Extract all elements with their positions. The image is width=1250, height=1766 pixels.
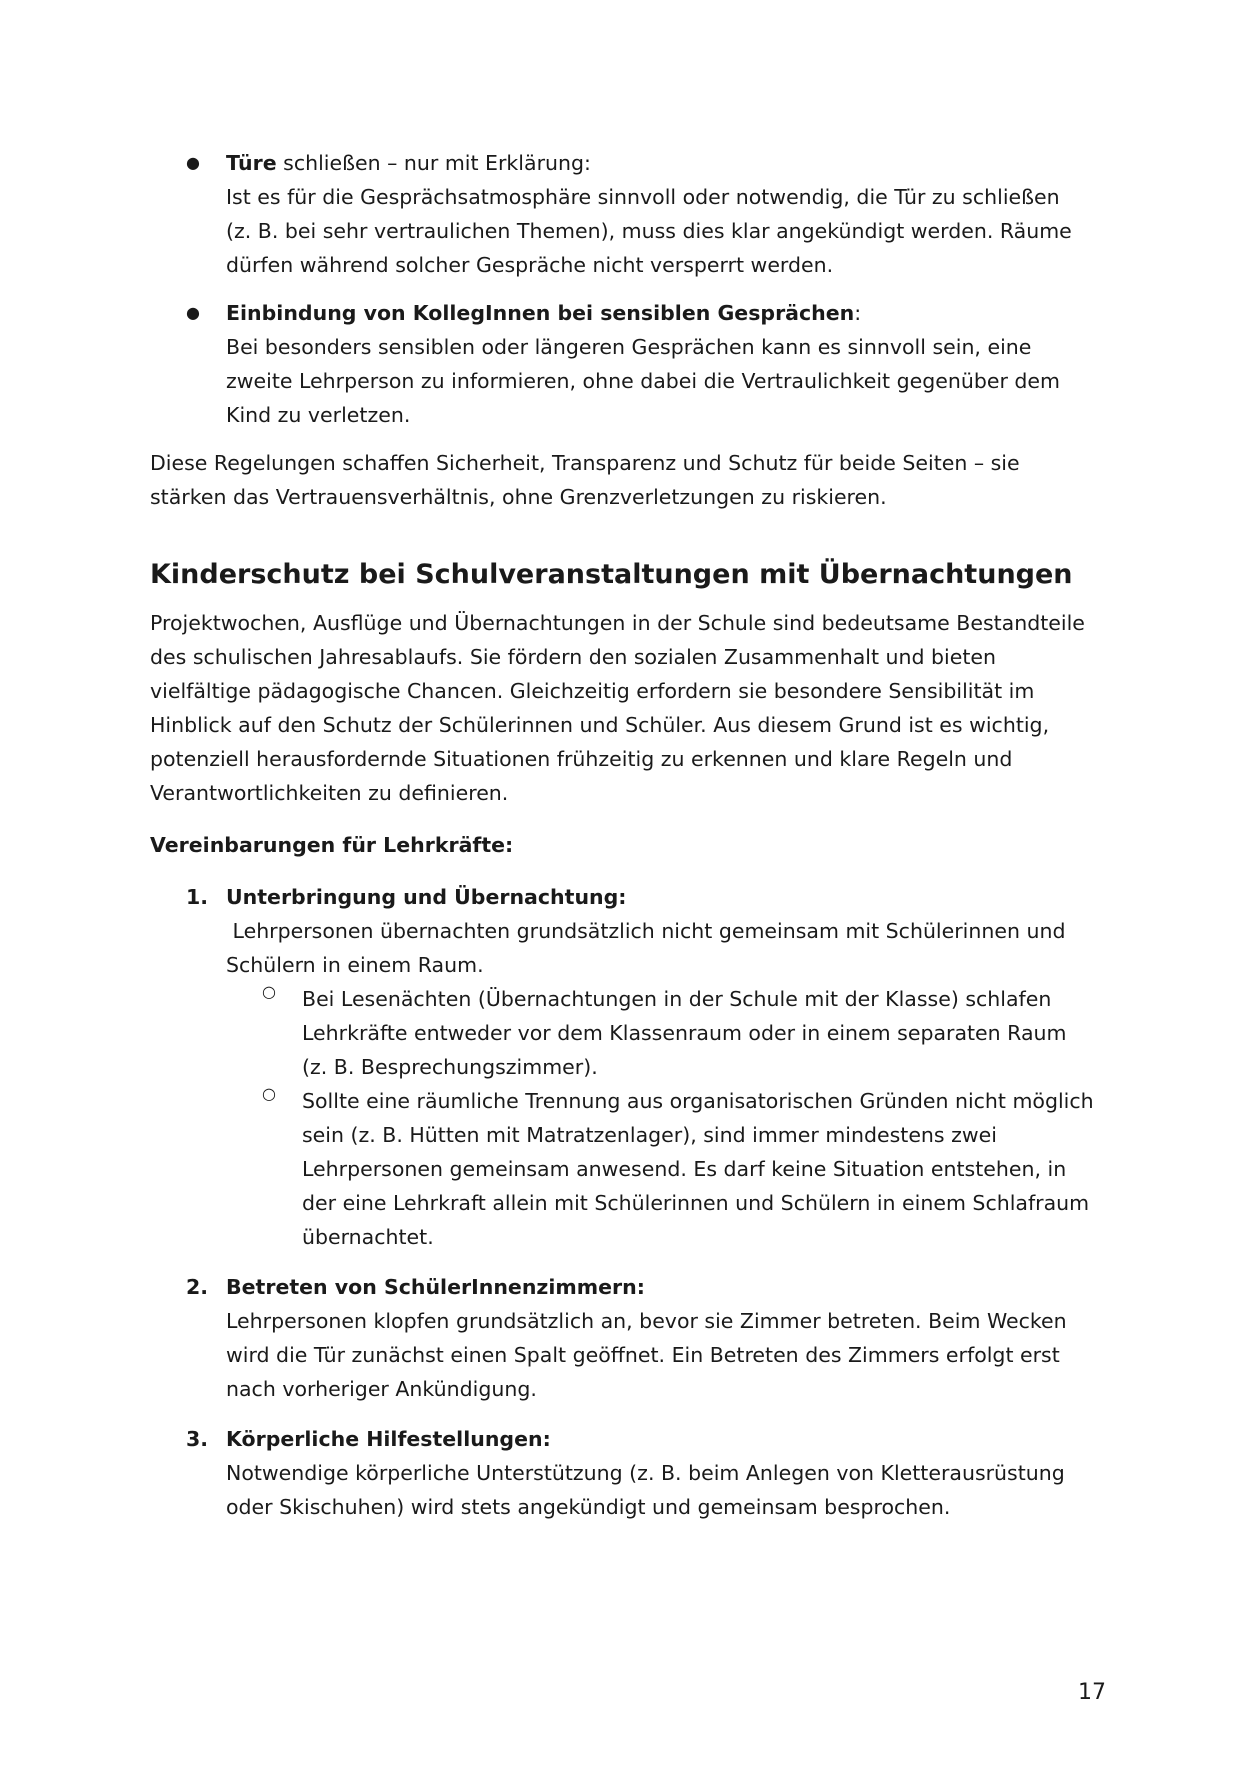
document-page (150, 146, 1100, 1524)
item-number: 2. (186, 1275, 209, 1299)
subheading: Vereinbarungen für Lehrkräfte: (150, 833, 514, 857)
paragraph-line: vielfältige pädagogische Chancen. Gleichzeitig erfordern sie besondere Sensibilität im (150, 679, 1035, 703)
sub-line: Lehrpersonen gemeinsam anwesend. Es darf keine Situation entstehen, in (302, 1157, 1067, 1181)
bullet-lead: Einbindung von KollegInnen bei sensiblen Gesprächen (226, 301, 855, 325)
paragraph-line: Hinblick auf den Schutz der Schülerinnen und Schüler. Aus diesem Grund ist es wichtig, (150, 713, 1050, 737)
paragraph-line: stärken das Vertrauensverhältnis, ohne Grenzverletzungen zu riskieren. (150, 485, 887, 509)
paragraph-line: Projektwochen, Ausflüge und Übernachtungen in der Schule sind bedeutsame Bestandteile (150, 611, 1085, 635)
paragraph-line: Diese Regelungen schaffen Sicherheit, Transparenz und Schutz für beide Seiten – sie (150, 451, 1020, 475)
bullet-line: Ist es für die Gesprächsatmosphäre sinnvoll oder notwendig, die Tür zu schließen (226, 185, 1060, 209)
sub-line: (z. B. Besprechungszimmer). (302, 1055, 598, 1079)
bullet-line: (z. B. bei sehr vertraulichen Themen), muss dies klar angekündigt werden. Räume (226, 219, 1072, 243)
item-line: Schülern in einem Raum. (226, 953, 484, 977)
bullet-item (150, 296, 1100, 432)
item-title: Betreten von SchülerInnenzimmern: (226, 1275, 645, 1299)
bullet-dot-icon: ● (186, 303, 200, 322)
bullet-lead-rest: : (854, 301, 862, 325)
bullet-lead-rest: schließen – nur mit Erklärung: (276, 151, 591, 175)
bullet-line: Kind zu verletzen. (226, 403, 411, 427)
item-line: Lehrpersonen klopfen grundsätzlich an, bevor sie Zimmer betreten. Beim Wecken (226, 1309, 1067, 1333)
paragraph-line: potenziell herausfordernde Situationen frühzeitig zu erkennen und klare Regeln und (150, 747, 1013, 771)
item-number: 1. (186, 885, 209, 909)
numbered-item (150, 1422, 1100, 1524)
bullet-dot-icon: ● (186, 153, 200, 172)
item-title: Unterbringung und Übernachtung: (226, 885, 627, 909)
sub-line: Lehrkräfte entweder vor dem Klassenraum oder in einem separaten Raum (302, 1021, 1067, 1045)
sub-bullet-item (150, 1084, 1100, 1254)
summary-paragraph (150, 446, 1100, 514)
section-heading: Kinderschutz bei Schulveranstaltungen mit Übernachtungen (150, 559, 1073, 590)
bullet-line: dürfen während solcher Gespräche nicht versperrt werden. (226, 253, 834, 277)
item-line: Lehrpersonen übernachten grundsätzlich nicht gemeinsam mit Schülerinnen und (226, 919, 1066, 943)
item-line: Notwendige körperliche Unterstützung (z. B. beim Anlegen von Kletterausrüstung (226, 1461, 1065, 1485)
circle-bullet-icon: ○ (262, 982, 276, 1001)
numbered-item (150, 880, 1100, 982)
circle-bullet-icon: ○ (262, 1084, 276, 1103)
paragraph-line: Verantwortlichkeiten zu definieren. (150, 781, 509, 805)
bullet-title (226, 146, 1100, 180)
bullet-title (226, 296, 1100, 330)
paragraph-line: des schulischen Jahresablaufs. Sie fördern den sozialen Zusammenhalt und bieten (150, 645, 997, 669)
sub-bullet-item (150, 982, 1100, 1084)
bullet-lead: Türe (226, 151, 277, 175)
sub-line: der eine Lehrkraft allein mit Schülerinnen und Schülern in einem Schlafraum (302, 1191, 1090, 1215)
page-number: 17 (1078, 1680, 1106, 1705)
sub-line: Sollte eine räumliche Trennung aus organisatorischen Gründen nicht möglich (302, 1089, 1094, 1113)
bullet-item (150, 146, 1100, 282)
sub-line: Bei Lesenächten (Übernachtungen in der Schule mit der Klasse) schlafen (302, 987, 1052, 1011)
item-number: 3. (186, 1427, 209, 1451)
intro-paragraph (150, 606, 1100, 810)
sub-line: sein (z. B. Hütten mit Matratzenlager), sind immer mindestens zwei (302, 1123, 997, 1147)
item-line: wird die Tür zunächst einen Spalt geöffnet. Ein Betreten des Zimmers erfolgt erst (226, 1343, 1060, 1367)
bullet-line: zweite Lehrperson zu informieren, ohne dabei die Vertraulichkeit gegenüber dem (226, 369, 1061, 393)
bullet-line: Bei besonders sensiblen oder längeren Gesprächen kann es sinnvoll sein, eine (226, 335, 1032, 359)
item-title: Körperliche Hilfestellungen: (226, 1427, 551, 1451)
item-line: oder Skischuhen) wird stets angekündigt und gemeinsam besprochen. (226, 1495, 951, 1519)
numbered-item (150, 1270, 1100, 1406)
item-line: nach vorheriger Ankündigung. (226, 1377, 537, 1401)
sub-line: übernachtet. (302, 1225, 434, 1249)
